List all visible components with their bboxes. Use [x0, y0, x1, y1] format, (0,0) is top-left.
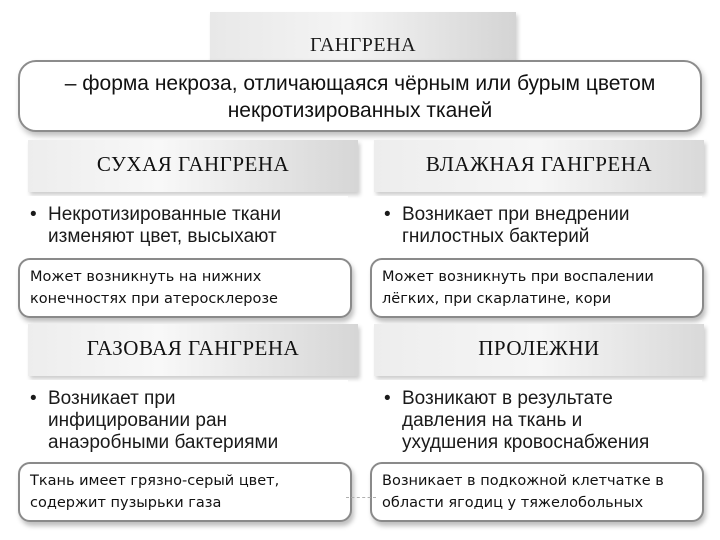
section-title-dry: СУХАЯ ГАНГРЕНА [96, 152, 290, 176]
bullet-icon: • [30, 388, 37, 409]
note-box-wet [370, 258, 704, 318]
note-text-line: Ткань имеет грязно-серый цвет, [30, 473, 280, 489]
bullet-block-bedsores [372, 380, 702, 456]
bullet-text-line: Возникают в результате [402, 388, 613, 409]
note-text-line: области ягодиц у тяжелобольных [382, 495, 644, 511]
bullet-block-gas [18, 380, 348, 456]
bullet-text-line: гнилостных бактерий [402, 226, 590, 247]
bullet-text-line: анаэробными бактериями [48, 432, 279, 453]
page-title: ГАНГРЕНА [309, 34, 417, 56]
note-text-line: Может возникнуть при воспалении [382, 269, 654, 285]
bullet-text-line: изменяют цвет, высыхают [48, 226, 277, 247]
bullet-text-line: давления на ткань и [402, 410, 583, 431]
bullet-text-line: инфицировании ран [48, 410, 228, 431]
section-title-wet: ВЛАЖНАЯ ГАНГРЕНА [425, 152, 653, 176]
note-box-dry [18, 258, 352, 318]
bullet-text-line: Возникает при [48, 388, 176, 409]
note-text-line: лёгких, при скарлатине, кори [382, 291, 612, 307]
section-header-bedsores [374, 324, 704, 376]
bullet-icon: • [384, 388, 391, 409]
section-title-gas: ГАЗОВАЯ ГАНГРЕНА [86, 336, 300, 360]
section-header-wet-gangrene [374, 140, 704, 192]
note-text-line: Возникает в подкожной клетчатке в [382, 473, 664, 489]
bullet-block-wet [372, 196, 702, 256]
section-header-dry-gangrene [28, 140, 358, 192]
bullet-text-line: Возникает при внедрении [402, 204, 630, 225]
definition-line-1: – форма некроза, отличающаяся чёрным или бурым цветом [64, 72, 656, 95]
bullet-icon: • [30, 204, 37, 225]
note-box-gas [18, 462, 352, 522]
section-header-gas-gangrene [28, 324, 358, 376]
bullet-icon: • [384, 204, 391, 225]
bullet-block-dry [18, 196, 348, 256]
note-box-bedsores [370, 462, 704, 522]
note-text-line: Может возникнуть на нижних [30, 269, 262, 285]
note-text-line: конечностях при атеросклерозе [30, 291, 278, 307]
bullet-text-line: ухудшения кровоснабжения [402, 432, 650, 453]
bullet-text-line: Некротизированные ткани [48, 204, 282, 225]
dashed-connector-line [346, 497, 376, 498]
definition-line-2: некротизированных тканей [227, 99, 493, 122]
section-title-bedsores: ПРОЛЕЖНИ [478, 336, 600, 360]
definition-box [18, 60, 702, 132]
note-text-line: содержит пузырьки газа [30, 495, 222, 511]
